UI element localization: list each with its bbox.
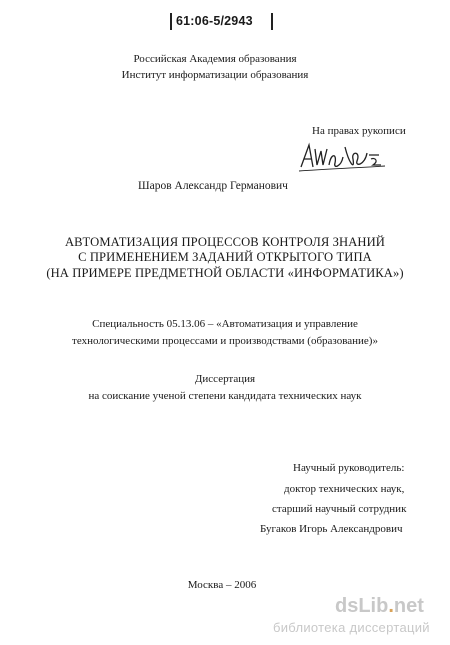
title-line-3: (НА ПРИМЕРЕ ПРЕДМЕТНОЙ ОБЛАСТИ «ИНФОРМАТИКА»): [46, 266, 404, 280]
organization: Российская Академия образования: [133, 53, 297, 65]
specialty-line-2: технологическими процессами и производствами (образование)»: [72, 335, 378, 347]
dissertation-degree: на соискание ученой степени кандидата технических наук: [88, 390, 362, 402]
supervisor-rank: старший научный сотрудник: [272, 503, 407, 515]
supervisor-degree: доктор технических наук,: [284, 483, 405, 495]
watermark-logo[interactable]: [335, 595, 424, 618]
watermark-dot: .: [388, 595, 394, 617]
doc-code: 61:06-5/2943: [176, 14, 253, 28]
watermark-suffix: net: [393, 595, 424, 617]
code-bar-right: [271, 13, 273, 30]
rights-label: На правах рукописи: [312, 125, 406, 137]
title-line-2: С ПРИМЕНЕНИЕМ ЗАДАНИЙ ОТКРЫТОГО ТИПА: [78, 250, 372, 264]
place-year: Москва – 2006: [187, 579, 257, 591]
institute: Институт информатизации образования: [121, 69, 309, 81]
specialty-line-1: Специальность 05.13.06 – «Автоматизация и управление: [92, 318, 358, 330]
watermark-subtitle: библиотека диссертаций: [273, 620, 430, 635]
dissertation-type: Диссертация: [194, 373, 256, 385]
title-line-1: АВТОМАТИЗАЦИЯ ПРОЦЕССОВ КОНТРОЛЯ ЗНАНИЙ: [64, 235, 385, 249]
watermark-prefix: dsLib: [335, 595, 389, 617]
author-name: Шаров Александр Германович: [138, 180, 288, 192]
signature-image: [295, 137, 387, 177]
supervisor-name: Бугаков Игорь Александрович: [260, 523, 403, 535]
supervisor-heading: Научный руководитель:: [293, 462, 405, 474]
code-bar-left: [170, 13, 172, 30]
